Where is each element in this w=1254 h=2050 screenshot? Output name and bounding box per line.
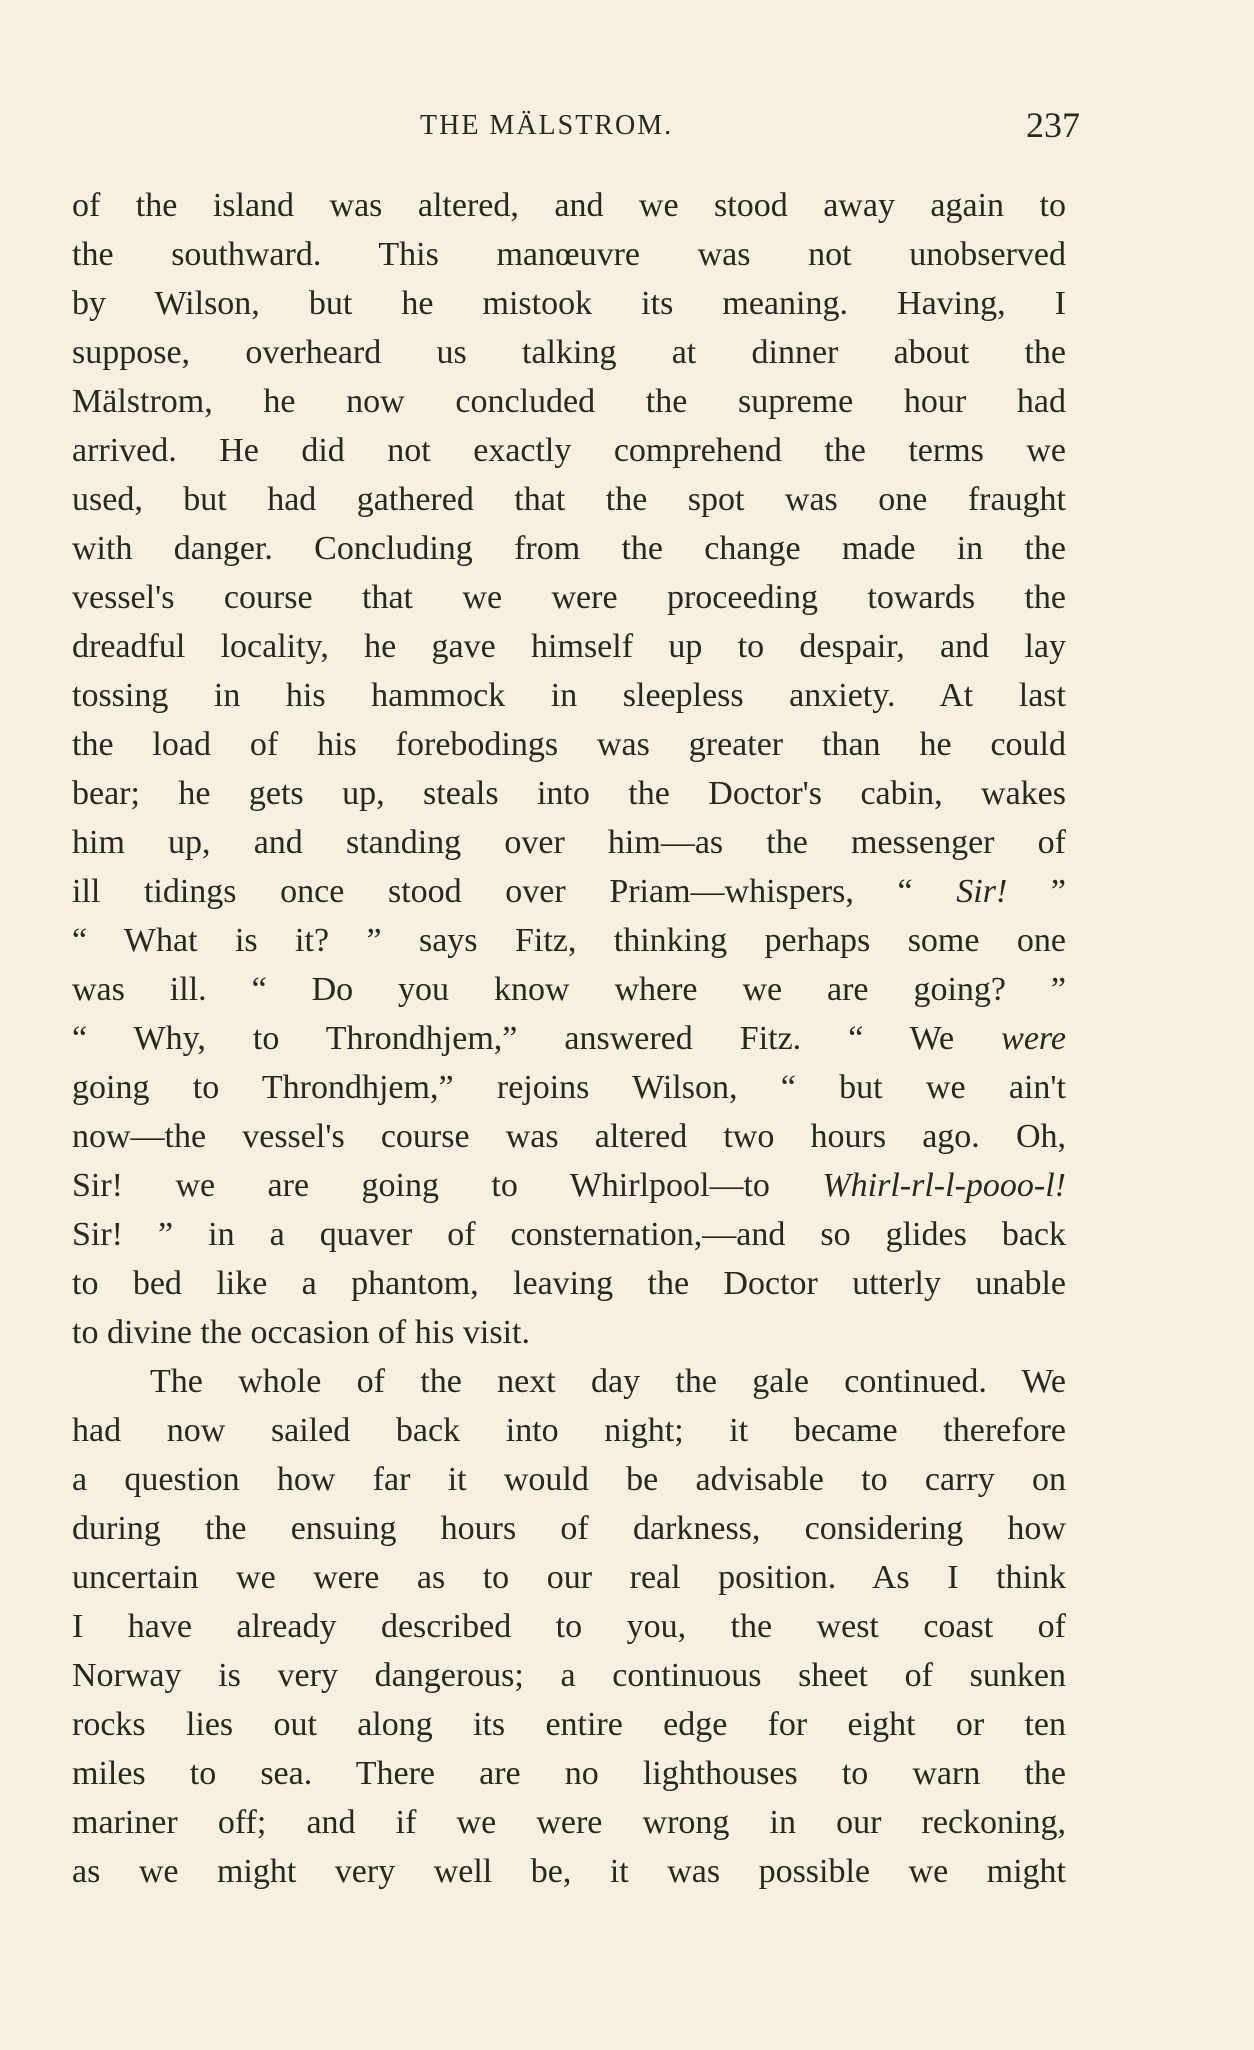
text-line bbox=[72, 867, 1066, 916]
italic-text: Sir! bbox=[956, 873, 1008, 910]
running-head bbox=[70, 104, 1080, 148]
text-segment: ill tidings once stood over Priam—whispers, “ bbox=[72, 873, 957, 910]
text-line: tossing in his hammock in sleepless anxiety. At last bbox=[72, 677, 1066, 714]
text-line: to divine the occasion of his visit. bbox=[72, 1314, 530, 1351]
text-segment: “ Why, to Throndhjem,” answered Fitz. “ We bbox=[72, 1020, 1002, 1057]
text-line: the load of his forebodings was greater than he could bbox=[72, 726, 1066, 763]
text-line: of the island was altered, and we stood away again to bbox=[72, 187, 1066, 224]
paragraph-1 bbox=[72, 181, 1066, 1357]
text-line: a question how far it would be advisable to carry on bbox=[72, 1461, 1066, 1498]
text-line: was ill. “ Do you know where we are going? ” bbox=[72, 971, 1066, 1008]
text-line: suppose, overheard us talking at dinner about the bbox=[72, 334, 1066, 371]
text-line: during the ensuing hours of darkness, considering how bbox=[72, 1510, 1066, 1547]
body-text bbox=[72, 181, 1066, 1896]
text-line: him up, and standing over him—as the messenger of bbox=[72, 824, 1066, 861]
text-line: uncertain we were as to our real position. As I think bbox=[72, 1559, 1066, 1596]
text-line: by Wilson, but he mistook its meaning. Having, I bbox=[72, 285, 1066, 322]
italic-text: Whirl-rl-l-pooo-l! bbox=[822, 1167, 1066, 1204]
text-line: used, but had gathered that the spot was one fraught bbox=[72, 481, 1066, 518]
text-line: arrived. He did not exactly comprehend the terms we bbox=[72, 432, 1066, 469]
text-line: “ What is it? ” says Fitz, thinking perhaps some one bbox=[72, 922, 1066, 959]
page-number: 237 bbox=[1026, 105, 1080, 145]
text-segment: ” bbox=[1007, 873, 1066, 910]
text-line: to bed like a phantom, leaving the Doctor utterly unable bbox=[72, 1265, 1066, 1302]
text-line: miles to sea. There are no lighthouses to warn the bbox=[72, 1755, 1066, 1792]
text-line: going to Throndhjem,” rejoins Wilson, “ but we ain't bbox=[72, 1069, 1066, 1106]
text-line bbox=[72, 1014, 1066, 1063]
text-line bbox=[72, 1161, 1066, 1210]
text-line: Mälstrom, he now concluded the supreme hour had bbox=[72, 383, 1066, 420]
text-segment: Sir! we are going to Whirlpool—to bbox=[72, 1167, 823, 1204]
text-line: Norway is very dangerous; a continuous sheet of sunken bbox=[72, 1657, 1066, 1694]
text-line: mariner off; and if we were wrong in our reckoning, bbox=[72, 1804, 1066, 1841]
text-line: I have already described to you, the west coast of bbox=[72, 1608, 1066, 1645]
paragraph-2 bbox=[72, 1357, 1066, 1896]
text-line: had now sailed back into night; it became therefore bbox=[72, 1412, 1066, 1449]
text-line: as we might very well be, it was possible we might bbox=[72, 1853, 1066, 1890]
text-line: dreadful locality, he gave himself up to despair, and lay bbox=[72, 628, 1066, 665]
text-line: rocks lies out along its entire edge for eight or ten bbox=[72, 1706, 1066, 1743]
running-title: THE MÄLSTROM. bbox=[420, 110, 674, 141]
text-line: with danger. Concluding from the change made in the bbox=[72, 530, 1066, 567]
text-line: the southward. This manœuvre was not unobserved bbox=[72, 236, 1066, 273]
text-line: The whole of the next day the gale continued. We bbox=[150, 1363, 1066, 1400]
text-line: vessel's course that we were proceeding towards the bbox=[72, 579, 1066, 616]
italic-text: were bbox=[1001, 1020, 1066, 1057]
text-line: Sir! ” in a quaver of consternation,—and so glides back bbox=[72, 1216, 1066, 1253]
text-line: now—the vessel's course was altered two hours ago. Oh, bbox=[72, 1118, 1066, 1155]
text-line: bear; he gets up, steals into the Doctor's cabin, wakes bbox=[72, 775, 1066, 812]
